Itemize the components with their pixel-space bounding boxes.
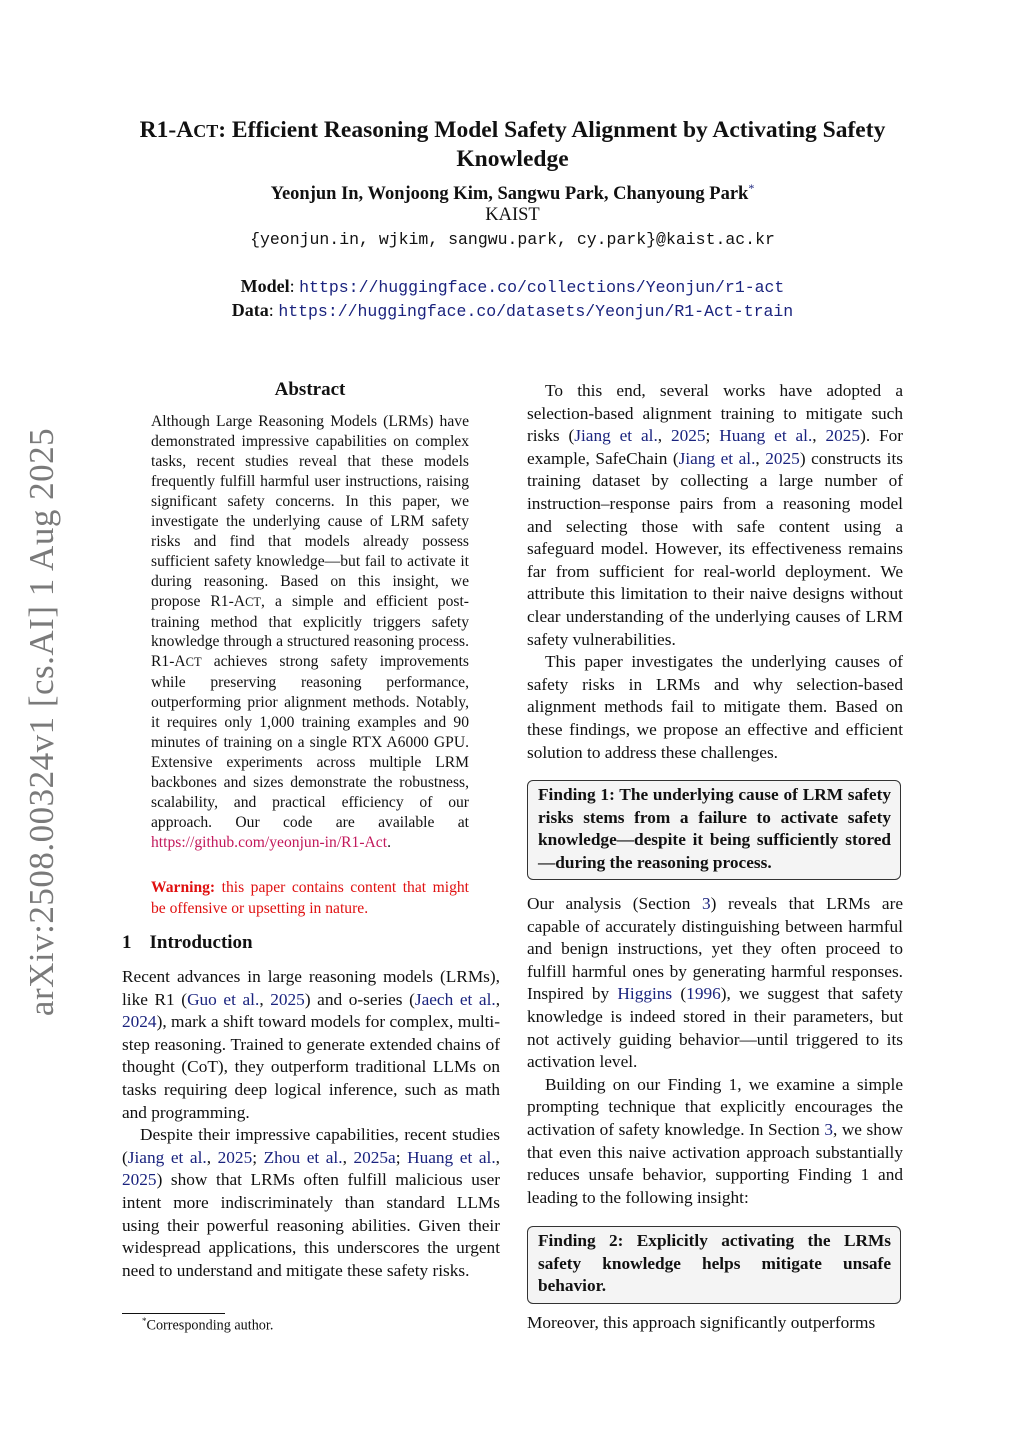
paragraph-analysis: Our analysis (Section 3) reveals that LRMs are capable of accurately distinguishing between harmful and benign instructions, yet they often proceed to fulfill harmful ones by generating harmful responses. Inspired by Higgins (1996), we suggest that safety knowledge is indeed stored in their parameters, but not actively guiding behavior—until triggered to its activation level.	[527, 894, 903, 1072]
right-column-top	[527, 380, 903, 764]
intro-left-column	[122, 966, 500, 1282]
citation-link[interactable]: Jiang et al.	[678, 448, 756, 468]
citation-year-link[interactable]: 2025	[270, 989, 305, 1009]
citation-link[interactable]: Higgins	[617, 984, 673, 1004]
citation-year-link[interactable]: 2025a	[353, 1147, 396, 1167]
citation-link[interactable]: Guo et al.	[187, 989, 260, 1009]
model-link-line: Model: https://huggingface.co/collections/Yeonjun/r1-act	[240, 276, 785, 297]
finding-2-box: Finding 2: Explicitly activating the LRMs safety knowledge helps mitigate unsafe behavior.	[527, 1226, 901, 1304]
finding-1-box: Finding 1: The underlying cause of LRM safety risks stems from a failure to activate safety knowledge—despite it being sufficiently stored—during the reasoning process.	[527, 780, 901, 880]
citation-link[interactable]: Jaech et al.	[414, 989, 496, 1009]
warning-label: Warning:	[151, 879, 216, 896]
model-label: Model	[240, 276, 290, 296]
abstract-text	[151, 412, 469, 853]
citation-link[interactable]: Huang et al.	[719, 426, 813, 446]
data-label: Data	[231, 300, 269, 320]
right-column-bottom	[527, 1312, 903, 1335]
section-ref-link[interactable]: 3	[702, 894, 711, 913]
footnote-mark: *	[142, 1316, 147, 1326]
author-list	[110, 181, 915, 205]
section-title: Introduction	[149, 932, 253, 953]
author-emails: {yeonjun.in, wjkim, sangwu.park, cy.park}@kaist.ac.kr	[250, 230, 775, 249]
paragraph-moreover: Moreover, this approach significantly outperforms	[527, 1313, 876, 1332]
paragraph-selection-based: To this end, several works have adopted a selection-based alignment training to mitigate such risks (Jiang et al., 2025; Huang et al., 2025). For example, SafeChain (Jiang et al., 2025) constructs its training dataset by collecting a large number of instruction–response pairs from a reasoning model and selecting those with safe content using a safeguard model. However, its effectiveness remains far from sufficient for real-world deployment. We attribute this limitation to their naive designs without clear understanding of the underlying causes of LRM safety vulnerabilities.	[527, 381, 904, 649]
section-ref-link[interactable]: 3	[824, 1119, 833, 1139]
right-column-middle	[527, 893, 903, 1209]
data-link-line: Data: https://huggingface.co/datasets/Yeonjun/R1-Act-train	[231, 300, 794, 321]
citation-year-link[interactable]: 2025	[122, 1170, 157, 1190]
paragraph-investigates: This paper investigates the underlying causes of safety risks in LRMs and why selection-based alignment methods fail to mitigate them. Based on these findings, we propose an effective and efficient solution to address these challenges.	[527, 652, 903, 762]
footnote	[142, 1316, 273, 1335]
citation-year-link[interactable]: 2025	[670, 426, 706, 446]
footnote-rule	[122, 1313, 225, 1314]
content-warning	[151, 878, 469, 919]
section-number: 1	[122, 932, 132, 953]
citation-year-link[interactable]: 2025	[217, 1147, 253, 1167]
model-url-link[interactable]: https://huggingface.co/collections/Yeonjun/r1-act	[299, 278, 785, 297]
abstract-text-part: achieves strong safety improvements while preserving reasoning performance, outperforming prior alignment methods. Notably, it requires only 1,000 training examples and 90 minutes of training on a single RTX A6000 GPU. Extensive experiments across multiple LRM backbones and sizes demonstrate the robustness, scalability, and practical efficiency of our approach. Our code are available at	[151, 653, 469, 832]
citation-year-link[interactable]: 2024	[122, 1012, 157, 1032]
abstract-smallcaps: CT	[185, 655, 202, 670]
citation-link[interactable]: Jiang et al.	[574, 426, 658, 446]
title-r1: R1-	[139, 117, 177, 143]
intro-paragraph-2: Despite their impressive capabilities, recent studies (Jiang et al., 2025; Zhou et al., 2025a; Huang et al., 2025) show that LRMs often fulfill malicious user intent more indiscriminately than standard LLMs using their powerful reasoning abilities. Given their widespread applications, this underscores the urgent need to understand and mitigate these safety risks.	[122, 1125, 500, 1280]
footnote-text: Corresponding author.	[146, 1317, 274, 1334]
paragraph-building-on: Building on our Finding 1, we examine a simple prompting technique that explicitly encourages the activation of safety knowledge. In Section 3, we show that even this naive activation approach substantially reduces unsafe behavior, supporting Finding 1 and leading to the following insight:	[527, 1074, 903, 1207]
citation-year-link[interactable]: 2025	[825, 426, 861, 446]
abstract-text-part: Although Large Reasoning Models (LRMs) have demonstrated impressive capabilities on complex tasks, recent studies reveal that these models frequently fulfill harmful user instructions, raising significant safety concerns. In this paper, we investigate the underlying cause of LRM safety risks and find that models already possess sufficient safety knowledge—but fail to activate it during reasoning. Based on this insight, we propose R1-A	[151, 413, 469, 610]
author-names: Yeonjun In, Wonjoong Kim, Sangwu Park, Chanyoung Park	[270, 184, 749, 205]
title-act-ct: CT	[193, 121, 219, 141]
citation-year-link[interactable]: 1996	[686, 984, 721, 1004]
citation-link[interactable]: Huang et al.	[407, 1147, 496, 1167]
arxiv-identifier: arXiv:2508.00324v1 [cs.AI] 1 Aug 2025	[22, 427, 61, 1017]
abstract-heading: Abstract	[274, 379, 346, 400]
corresponding-mark[interactable]: *	[748, 181, 755, 195]
abstract-text-part: , a simple and efficient post-training method that explicitly triggers safety knowledge through a structured reasoning process. R1-A	[151, 592, 469, 671]
abstract-smallcaps: CT	[245, 594, 262, 609]
section-heading-introduction	[122, 932, 253, 954]
paper-title	[110, 116, 915, 173]
abstract-end: .	[387, 834, 391, 852]
title-rest: : Efficient Reasoning Model Safety Alignment by Activating Safety Knowledge	[218, 117, 886, 172]
affiliation: KAIST	[485, 205, 540, 225]
citation-link[interactable]: Zhou et al.	[263, 1147, 343, 1167]
warning-text: this paper contains content that might be offensive or upsetting in nature.	[151, 879, 469, 917]
citation-year-link[interactable]: 2025	[765, 448, 800, 468]
citation-link[interactable]: Jiang et al.	[127, 1147, 207, 1167]
title-act-a: A	[176, 117, 194, 143]
data-url-link[interactable]: https://huggingface.co/datasets/Yeonjun/R1-Act-train	[278, 302, 794, 321]
intro-paragraph-1: Recent advances in large reasoning models (LRMs), like R1 (Guo et al., 2025) and o-series (Jaech et al., 2024), mark a shift toward models for complex, multi-step reasoning. Trained to generate extended chains of thought (CoT), they outperform traditional LLMs on tasks requiring deep logical inference, such as math and programming.	[122, 967, 501, 1122]
code-url-link[interactable]: https://github.com/yeonjun-in/R1-Act	[151, 834, 388, 852]
